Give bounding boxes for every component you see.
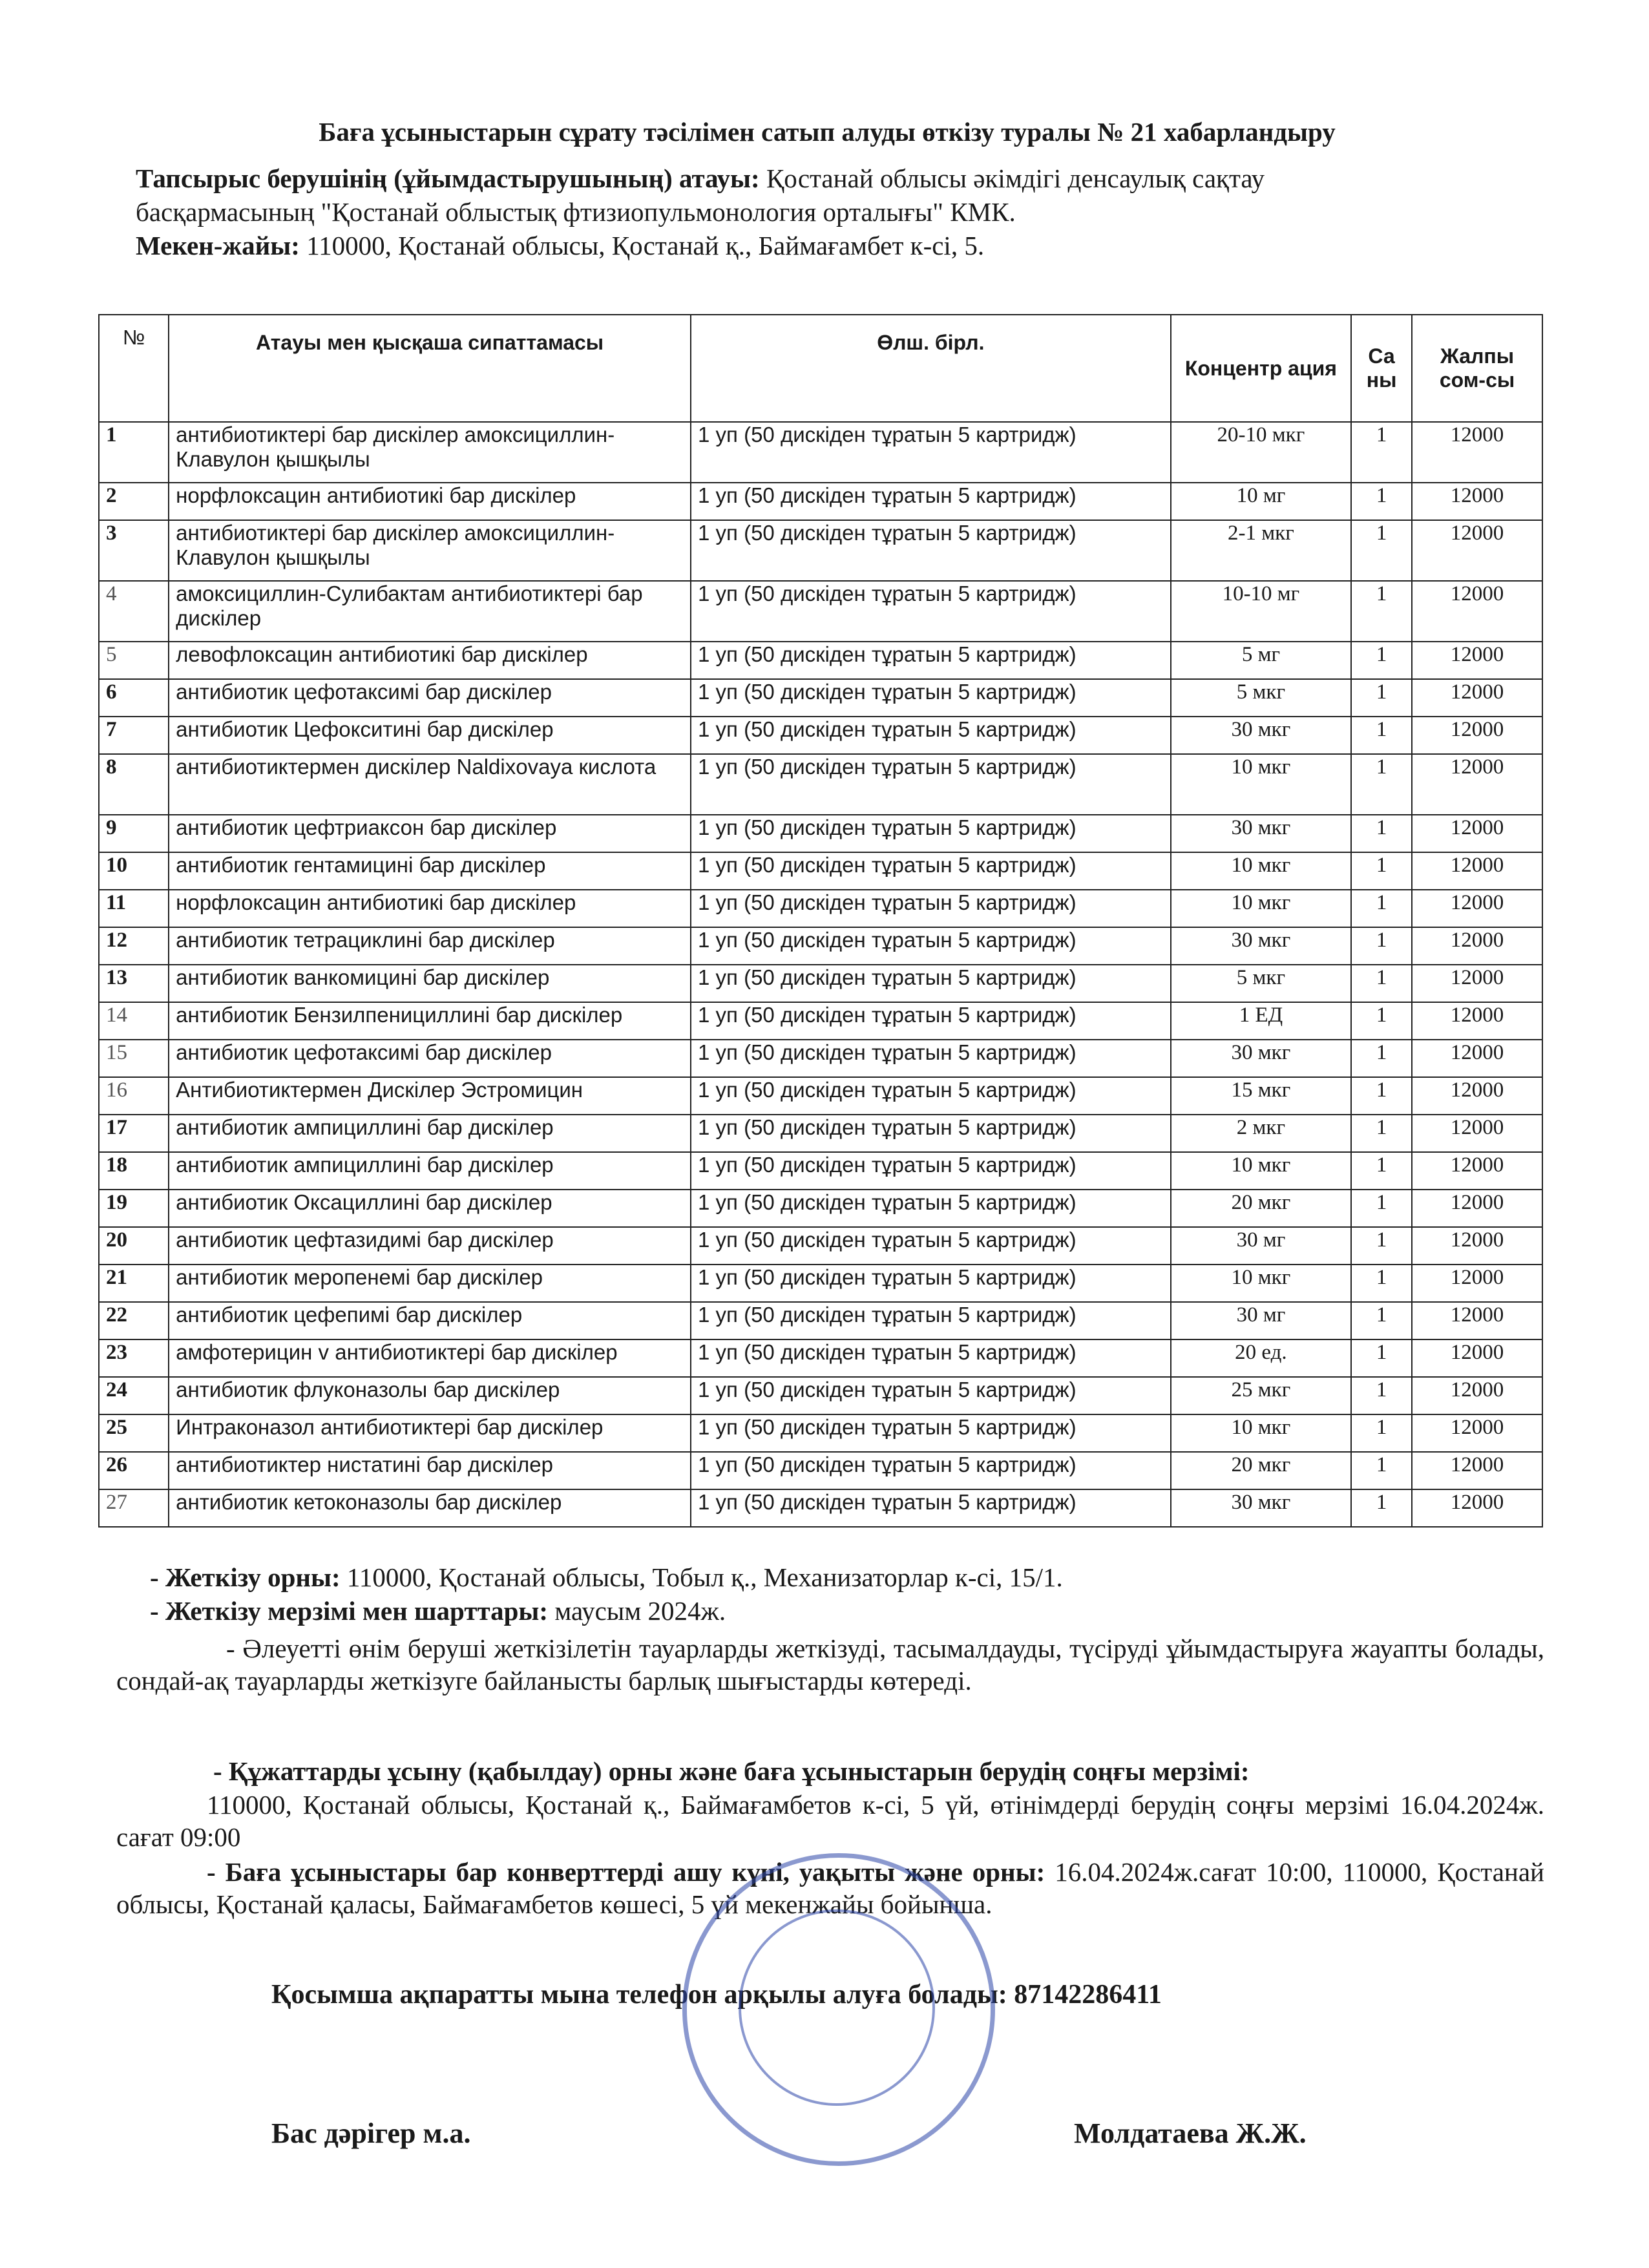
item-unit: 1 уп (50 дискіден тұратын 5 картридж) xyxy=(691,965,1171,1002)
item-quantity: 1 xyxy=(1351,1414,1412,1452)
item-total: 12000 xyxy=(1412,852,1542,890)
customer-line-1 xyxy=(136,162,1583,195)
item-concentration: 30 мкг xyxy=(1171,717,1352,754)
item-concentration: 10 мг xyxy=(1171,483,1352,520)
item-quantity: 1 xyxy=(1351,483,1412,520)
address-value: 110000, Қостанай облысы, Қостанай қ., Баймағамбет к-сі, 5. xyxy=(306,231,985,260)
item-unit: 1 уп (50 дискіден тұратын 5 картридж) xyxy=(691,679,1171,717)
table-header-row xyxy=(99,315,1542,422)
item-quantity: 1 xyxy=(1351,581,1412,642)
item-quantity: 1 xyxy=(1351,1452,1412,1489)
header-name: Атауы мен қысқаша сипаттамасы xyxy=(169,315,691,422)
item-name: Интраконазол антибиотиктері бар дискілер xyxy=(169,1414,691,1452)
item-total: 12000 xyxy=(1412,1414,1542,1452)
table-row xyxy=(99,1302,1542,1339)
item-concentration: 5 мкг xyxy=(1171,965,1352,1002)
item-total: 12000 xyxy=(1412,520,1542,581)
items-table xyxy=(98,314,1543,1528)
item-name: антибиотик ампициллині бар дискілер xyxy=(169,1152,691,1190)
item-unit: 1 уп (50 дискіден тұратын 5 картридж) xyxy=(691,483,1171,520)
item-unit: 1 уп (50 дискіден тұратын 5 картридж) xyxy=(691,852,1171,890)
item-total: 12000 xyxy=(1412,965,1542,1002)
item-unit: 1 уп (50 дискіден тұратын 5 картридж) xyxy=(691,1002,1171,1040)
item-concentration: 5 мг xyxy=(1171,642,1352,679)
item-total: 12000 xyxy=(1412,1115,1542,1152)
documents-value: 110000, Қостанай облысы, Қостанай қ., Баймағамбетов к-сі, 5 үй, өтінімдерді берудің соңғы мерзімі 16.04.2024ж. сағат 09:00 xyxy=(116,1790,1544,1852)
row-number: 6 xyxy=(99,679,169,717)
item-total: 12000 xyxy=(1412,927,1542,965)
item-unit: 1 уп (50 дискіден тұратын 5 картридж) xyxy=(691,1265,1171,1302)
item-total: 12000 xyxy=(1412,1489,1542,1527)
row-number: 9 xyxy=(99,815,169,852)
address-line xyxy=(136,229,1583,262)
item-total: 12000 xyxy=(1412,1040,1542,1077)
item-total: 12000 xyxy=(1412,1302,1542,1339)
item-quantity: 1 xyxy=(1351,1227,1412,1265)
table-row xyxy=(99,852,1542,890)
item-concentration: 2-1 мкг xyxy=(1171,520,1352,581)
row-number: 24 xyxy=(99,1377,169,1414)
item-total: 12000 xyxy=(1412,483,1542,520)
row-number: 5 xyxy=(99,642,169,679)
item-quantity: 1 xyxy=(1351,1152,1412,1190)
delivery-terms-label: - Жеткізу мерзімі мен шарттары: xyxy=(150,1596,549,1626)
item-total: 12000 xyxy=(1412,679,1542,717)
item-unit: 1 уп (50 дискіден тұратын 5 картридж) xyxy=(691,754,1171,815)
item-quantity: 1 xyxy=(1351,642,1412,679)
row-number: 12 xyxy=(99,927,169,965)
delivery-terms-value: маусым 2024ж. xyxy=(554,1596,726,1626)
table-row xyxy=(99,1077,1542,1115)
table-row xyxy=(99,1190,1542,1227)
item-name: амфотерицин v антибиотиктері бар дискілер xyxy=(169,1339,691,1377)
item-concentration: 10 мкг xyxy=(1171,1265,1352,1302)
item-unit: 1 уп (50 дискіден тұратын 5 картридж) xyxy=(691,642,1171,679)
table-row xyxy=(99,581,1542,642)
row-number: 22 xyxy=(99,1302,169,1339)
item-quantity: 1 xyxy=(1351,422,1412,483)
opening-value: 16.04.2024ж.сағат 10:00, 110000, Қостанай облысы, Қостанай қаласы, Баймағамбетов көшесі, 5 үй мекенжайы бойынша. xyxy=(116,1857,1544,1919)
item-quantity: 1 xyxy=(1351,1302,1412,1339)
item-quantity: 1 xyxy=(1351,1339,1412,1377)
header-unit: Өлш. бірл. xyxy=(691,315,1171,422)
item-total: 12000 xyxy=(1412,1077,1542,1115)
supplier-obligations: - Әлеуетті өнім беруші жеткізілетін тауарларды жеткізуді, тасымалдауды, түсіруді ұйымдастыруға жауапты болады, сондай-ақ тауарларды жеткізуге байланысты барлық шығыстарды көтереді. xyxy=(116,1633,1544,1696)
row-number: 16 xyxy=(99,1077,169,1115)
row-number: 19 xyxy=(99,1190,169,1227)
item-name: норфлоксацин антибиотикі бар дискілер xyxy=(169,890,691,927)
header-quantity: Са ны xyxy=(1351,315,1412,422)
item-unit: 1 уп (50 дискіден тұратын 5 картридж) xyxy=(691,1489,1171,1527)
row-number: 18 xyxy=(99,1152,169,1190)
item-name: антибиотиктері бар дискілер амоксициллин-Клавулон қышқылы xyxy=(169,520,691,581)
item-total: 12000 xyxy=(1412,1265,1542,1302)
item-name: амоксициллин-Сулибактам антибиотиктері бар дискілер xyxy=(169,581,691,642)
item-unit: 1 уп (50 дискіден тұратын 5 картридж) xyxy=(691,927,1171,965)
table-row xyxy=(99,890,1542,927)
item-unit: 1 уп (50 дискіден тұратын 5 картридж) xyxy=(691,717,1171,754)
item-concentration: 5 мкг xyxy=(1171,679,1352,717)
item-quantity: 1 xyxy=(1351,927,1412,965)
delivery-place xyxy=(116,1561,1544,1593)
item-concentration: 20 ед. xyxy=(1171,1339,1352,1377)
row-number: 17 xyxy=(99,1115,169,1152)
documents-label: - Құжаттарды ұсыну (қабылдау) орны және баға ұсыныстарын берудің соңғы мерзімі: xyxy=(213,1756,1250,1786)
item-name: антибиотик кетоконазолы бар дискілер xyxy=(169,1489,691,1527)
table-row xyxy=(99,1002,1542,1040)
row-number: 26 xyxy=(99,1452,169,1489)
item-concentration: 30 мкг xyxy=(1171,1040,1352,1077)
item-total: 12000 xyxy=(1412,1152,1542,1190)
item-unit: 1 уп (50 дискіден тұратын 5 картридж) xyxy=(691,1190,1171,1227)
item-name: антибиотик гентамицині бар дискілер xyxy=(169,852,691,890)
item-name: антибиотик Бензилпенициллині бар дискілер xyxy=(169,1002,691,1040)
item-quantity: 1 xyxy=(1351,754,1412,815)
row-number: 3 xyxy=(99,520,169,581)
row-number: 20 xyxy=(99,1227,169,1265)
delivery-terms xyxy=(116,1595,1544,1627)
item-unit: 1 уп (50 дискіден тұратын 5 картридж) xyxy=(691,1414,1171,1452)
item-unit: 1 уп (50 дискіден тұратын 5 картридж) xyxy=(691,520,1171,581)
item-total: 12000 xyxy=(1412,1190,1542,1227)
item-quantity: 1 xyxy=(1351,1377,1412,1414)
row-number: 25 xyxy=(99,1414,169,1452)
item-quantity: 1 xyxy=(1351,890,1412,927)
item-quantity: 1 xyxy=(1351,1040,1412,1077)
item-unit: 1 уп (50 дискіден тұратын 5 картридж) xyxy=(691,1227,1171,1265)
table-row xyxy=(99,717,1542,754)
item-quantity: 1 xyxy=(1351,815,1412,852)
item-name: антибиотик Цефокситині бар дискілер xyxy=(169,717,691,754)
row-number: 7 xyxy=(99,717,169,754)
item-quantity: 1 xyxy=(1351,1115,1412,1152)
header-total: Жалпы сом-сы xyxy=(1412,315,1542,422)
delivery-place-value: 110000, Қостанай облысы, Тобыл қ., Механизаторлар к-сі, 15/1. xyxy=(346,1562,1063,1592)
item-total: 12000 xyxy=(1412,1377,1542,1414)
item-total: 12000 xyxy=(1412,815,1542,852)
table-row xyxy=(99,1227,1542,1265)
table-row xyxy=(99,1452,1542,1489)
official-stamp xyxy=(682,1853,995,2166)
item-concentration: 30 мкг xyxy=(1171,1489,1352,1527)
item-total: 12000 xyxy=(1412,1002,1542,1040)
item-concentration: 30 мкг xyxy=(1171,927,1352,965)
item-name: антибиотик ванкомицині бар дискілер xyxy=(169,965,691,1002)
item-quantity: 1 xyxy=(1351,1265,1412,1302)
table-row xyxy=(99,1377,1542,1414)
row-number: 23 xyxy=(99,1339,169,1377)
table-row xyxy=(99,520,1542,581)
row-number: 1 xyxy=(99,422,169,483)
row-number: 14 xyxy=(99,1002,169,1040)
item-total: 12000 xyxy=(1412,754,1542,815)
item-unit: 1 уп (50 дискіден тұратын 5 картридж) xyxy=(691,1339,1171,1377)
item-total: 12000 xyxy=(1412,1339,1542,1377)
item-quantity: 1 xyxy=(1351,1002,1412,1040)
row-number: 27 xyxy=(99,1489,169,1527)
item-unit: 1 уп (50 дискіден тұратын 5 картридж) xyxy=(691,422,1171,483)
header-concentration: Концентр ация xyxy=(1171,315,1352,422)
item-name: антибиотик цефтазидимі бар дискілер xyxy=(169,1227,691,1265)
item-name: антибиотик меропенемі бар дискілер xyxy=(169,1265,691,1302)
item-name: антибиотик цефотаксимі бар дискілер xyxy=(169,1040,691,1077)
item-total: 12000 xyxy=(1412,581,1542,642)
table-row xyxy=(99,815,1542,852)
table-row xyxy=(99,483,1542,520)
item-unit: 1 уп (50 дискіден тұратын 5 картридж) xyxy=(691,1452,1171,1489)
item-concentration: 10-10 мг xyxy=(1171,581,1352,642)
item-unit: 1 уп (50 дискіден тұратын 5 картридж) xyxy=(691,581,1171,642)
item-name: левофлоксацин антибиотикі бар дискілер xyxy=(169,642,691,679)
table-row xyxy=(99,965,1542,1002)
address-label: Мекен-жайы: xyxy=(136,231,300,260)
item-concentration: 10 мкг xyxy=(1171,1414,1352,1452)
table-row xyxy=(99,1265,1542,1302)
item-quantity: 1 xyxy=(1351,1077,1412,1115)
item-quantity: 1 xyxy=(1351,679,1412,717)
item-name: антибиотиктермен дискілер Naldixovaya кислота xyxy=(169,754,691,815)
table-row xyxy=(99,1115,1542,1152)
item-unit: 1 уп (50 дискіден тұратын 5 картридж) xyxy=(691,815,1171,852)
item-name: антибиотик флуконазолы бар дискілер xyxy=(169,1377,691,1414)
item-name: антибиотиктері бар дискілер амоксициллин-Клавулон қышқылы xyxy=(169,422,691,483)
table-row xyxy=(99,1414,1542,1452)
item-concentration: 15 мкг xyxy=(1171,1077,1352,1115)
item-concentration: 10 мкг xyxy=(1171,754,1352,815)
table-row xyxy=(99,1489,1542,1527)
row-number: 8 xyxy=(99,754,169,815)
item-total: 12000 xyxy=(1412,890,1542,927)
item-concentration: 20 мкг xyxy=(1171,1452,1352,1489)
item-unit: 1 уп (50 дискіден тұратын 5 картридж) xyxy=(691,1040,1171,1077)
item-unit: 1 уп (50 дискіден тұратын 5 картридж) xyxy=(691,1077,1171,1115)
customer-label: Тапсырыс берушінің (ұйымдастырушының) атауы: xyxy=(136,163,760,193)
delivery-place-label: - Жеткізу орны: xyxy=(150,1562,341,1592)
item-unit: 1 уп (50 дискіден тұратын 5 картридж) xyxy=(691,890,1171,927)
row-number: 15 xyxy=(99,1040,169,1077)
item-unit: 1 уп (50 дискіден тұратын 5 картридж) xyxy=(691,1302,1171,1339)
table-row xyxy=(99,1339,1542,1377)
item-name: норфлоксацин антибиотикі бар дискілер xyxy=(169,483,691,520)
row-number: 13 xyxy=(99,965,169,1002)
row-number: 21 xyxy=(99,1265,169,1302)
table-row xyxy=(99,927,1542,965)
row-number: 2 xyxy=(99,483,169,520)
header-no: № xyxy=(99,315,169,422)
item-concentration: 20-10 мкг xyxy=(1171,422,1352,483)
item-total: 12000 xyxy=(1412,717,1542,754)
item-quantity: 1 xyxy=(1351,965,1412,1002)
table-row xyxy=(99,1040,1542,1077)
opening-label: - Баға ұсыныстары бар конверттерді ашу күні, уақыты және орны: xyxy=(207,1857,1045,1887)
customer-value-line1: Қостанай облысы әкімдігі денсаулық сақтау xyxy=(766,163,1265,193)
row-number: 10 xyxy=(99,852,169,890)
item-concentration: 10 мкг xyxy=(1171,852,1352,890)
item-name: антибиотик Оксациллині бар дискілер xyxy=(169,1190,691,1227)
table-row xyxy=(99,642,1542,679)
table-row xyxy=(99,1152,1542,1190)
item-total: 12000 xyxy=(1412,422,1542,483)
item-concentration: 25 мкг xyxy=(1171,1377,1352,1414)
item-name: антибиотик цефепимі бар дискілер xyxy=(169,1302,691,1339)
document-title: Баға ұсыныстарын сұрату тәсілімен сатып алуды өткізу туралы № 21 хабарландыру xyxy=(319,117,1336,147)
item-concentration: 30 мг xyxy=(1171,1227,1352,1265)
item-quantity: 1 xyxy=(1351,1190,1412,1227)
item-concentration: 10 мкг xyxy=(1171,890,1352,927)
item-total: 12000 xyxy=(1412,1452,1542,1489)
item-quantity: 1 xyxy=(1351,852,1412,890)
item-name: Антибиотиктермен Дискілер Эстромицин xyxy=(169,1077,691,1115)
item-concentration: 30 мкг xyxy=(1171,815,1352,852)
table-row xyxy=(99,679,1542,717)
customer-value-line2: басқармасының "Қостанай облыстық фтизиопульмонология орталығы" КМК. xyxy=(136,197,1016,227)
item-quantity: 1 xyxy=(1351,717,1412,754)
item-total: 12000 xyxy=(1412,642,1542,679)
item-concentration: 10 мкг xyxy=(1171,1152,1352,1190)
item-concentration: 20 мкг xyxy=(1171,1190,1352,1227)
contact-line: Қосымша ақпаратты мына телефон арқылы алуға болады: 87142286411 xyxy=(271,1980,1162,2010)
item-quantity: 1 xyxy=(1351,1489,1412,1527)
item-name: антибиотиктер нистатині бар дискілер xyxy=(169,1452,691,1489)
item-unit: 1 уп (50 дискіден тұратын 5 картридж) xyxy=(691,1152,1171,1190)
row-number: 11 xyxy=(99,890,169,927)
item-quantity: 1 xyxy=(1351,520,1412,581)
table-row xyxy=(99,754,1542,815)
table-row xyxy=(99,422,1542,483)
signature-name: Молдатаева Ж.Ж. xyxy=(1074,2117,1307,2149)
signature-position: Бас дәрігер м.а. xyxy=(271,2117,471,2149)
item-name: антибиотик тетрациклині бар дискілер xyxy=(169,927,691,965)
item-unit: 1 уп (50 дискіден тұратын 5 картридж) xyxy=(691,1377,1171,1414)
item-name: антибиотик цефтриаксон бар дискілер xyxy=(169,815,691,852)
item-name: антибиотик цефотаксимі бар дискілер xyxy=(169,679,691,717)
stamp-inner-ring xyxy=(739,1909,935,2106)
item-name: антибиотик ампициллині бар дискілер xyxy=(169,1115,691,1152)
item-total: 12000 xyxy=(1412,1227,1542,1265)
item-concentration: 30 мг xyxy=(1171,1302,1352,1339)
item-concentration: 2 мкг xyxy=(1171,1115,1352,1152)
item-concentration: 1 ЕД xyxy=(1171,1002,1352,1040)
customer-line-2 xyxy=(136,195,1583,229)
item-unit: 1 уп (50 дискіден тұратын 5 картридж) xyxy=(691,1115,1171,1152)
row-number: 4 xyxy=(99,581,169,642)
